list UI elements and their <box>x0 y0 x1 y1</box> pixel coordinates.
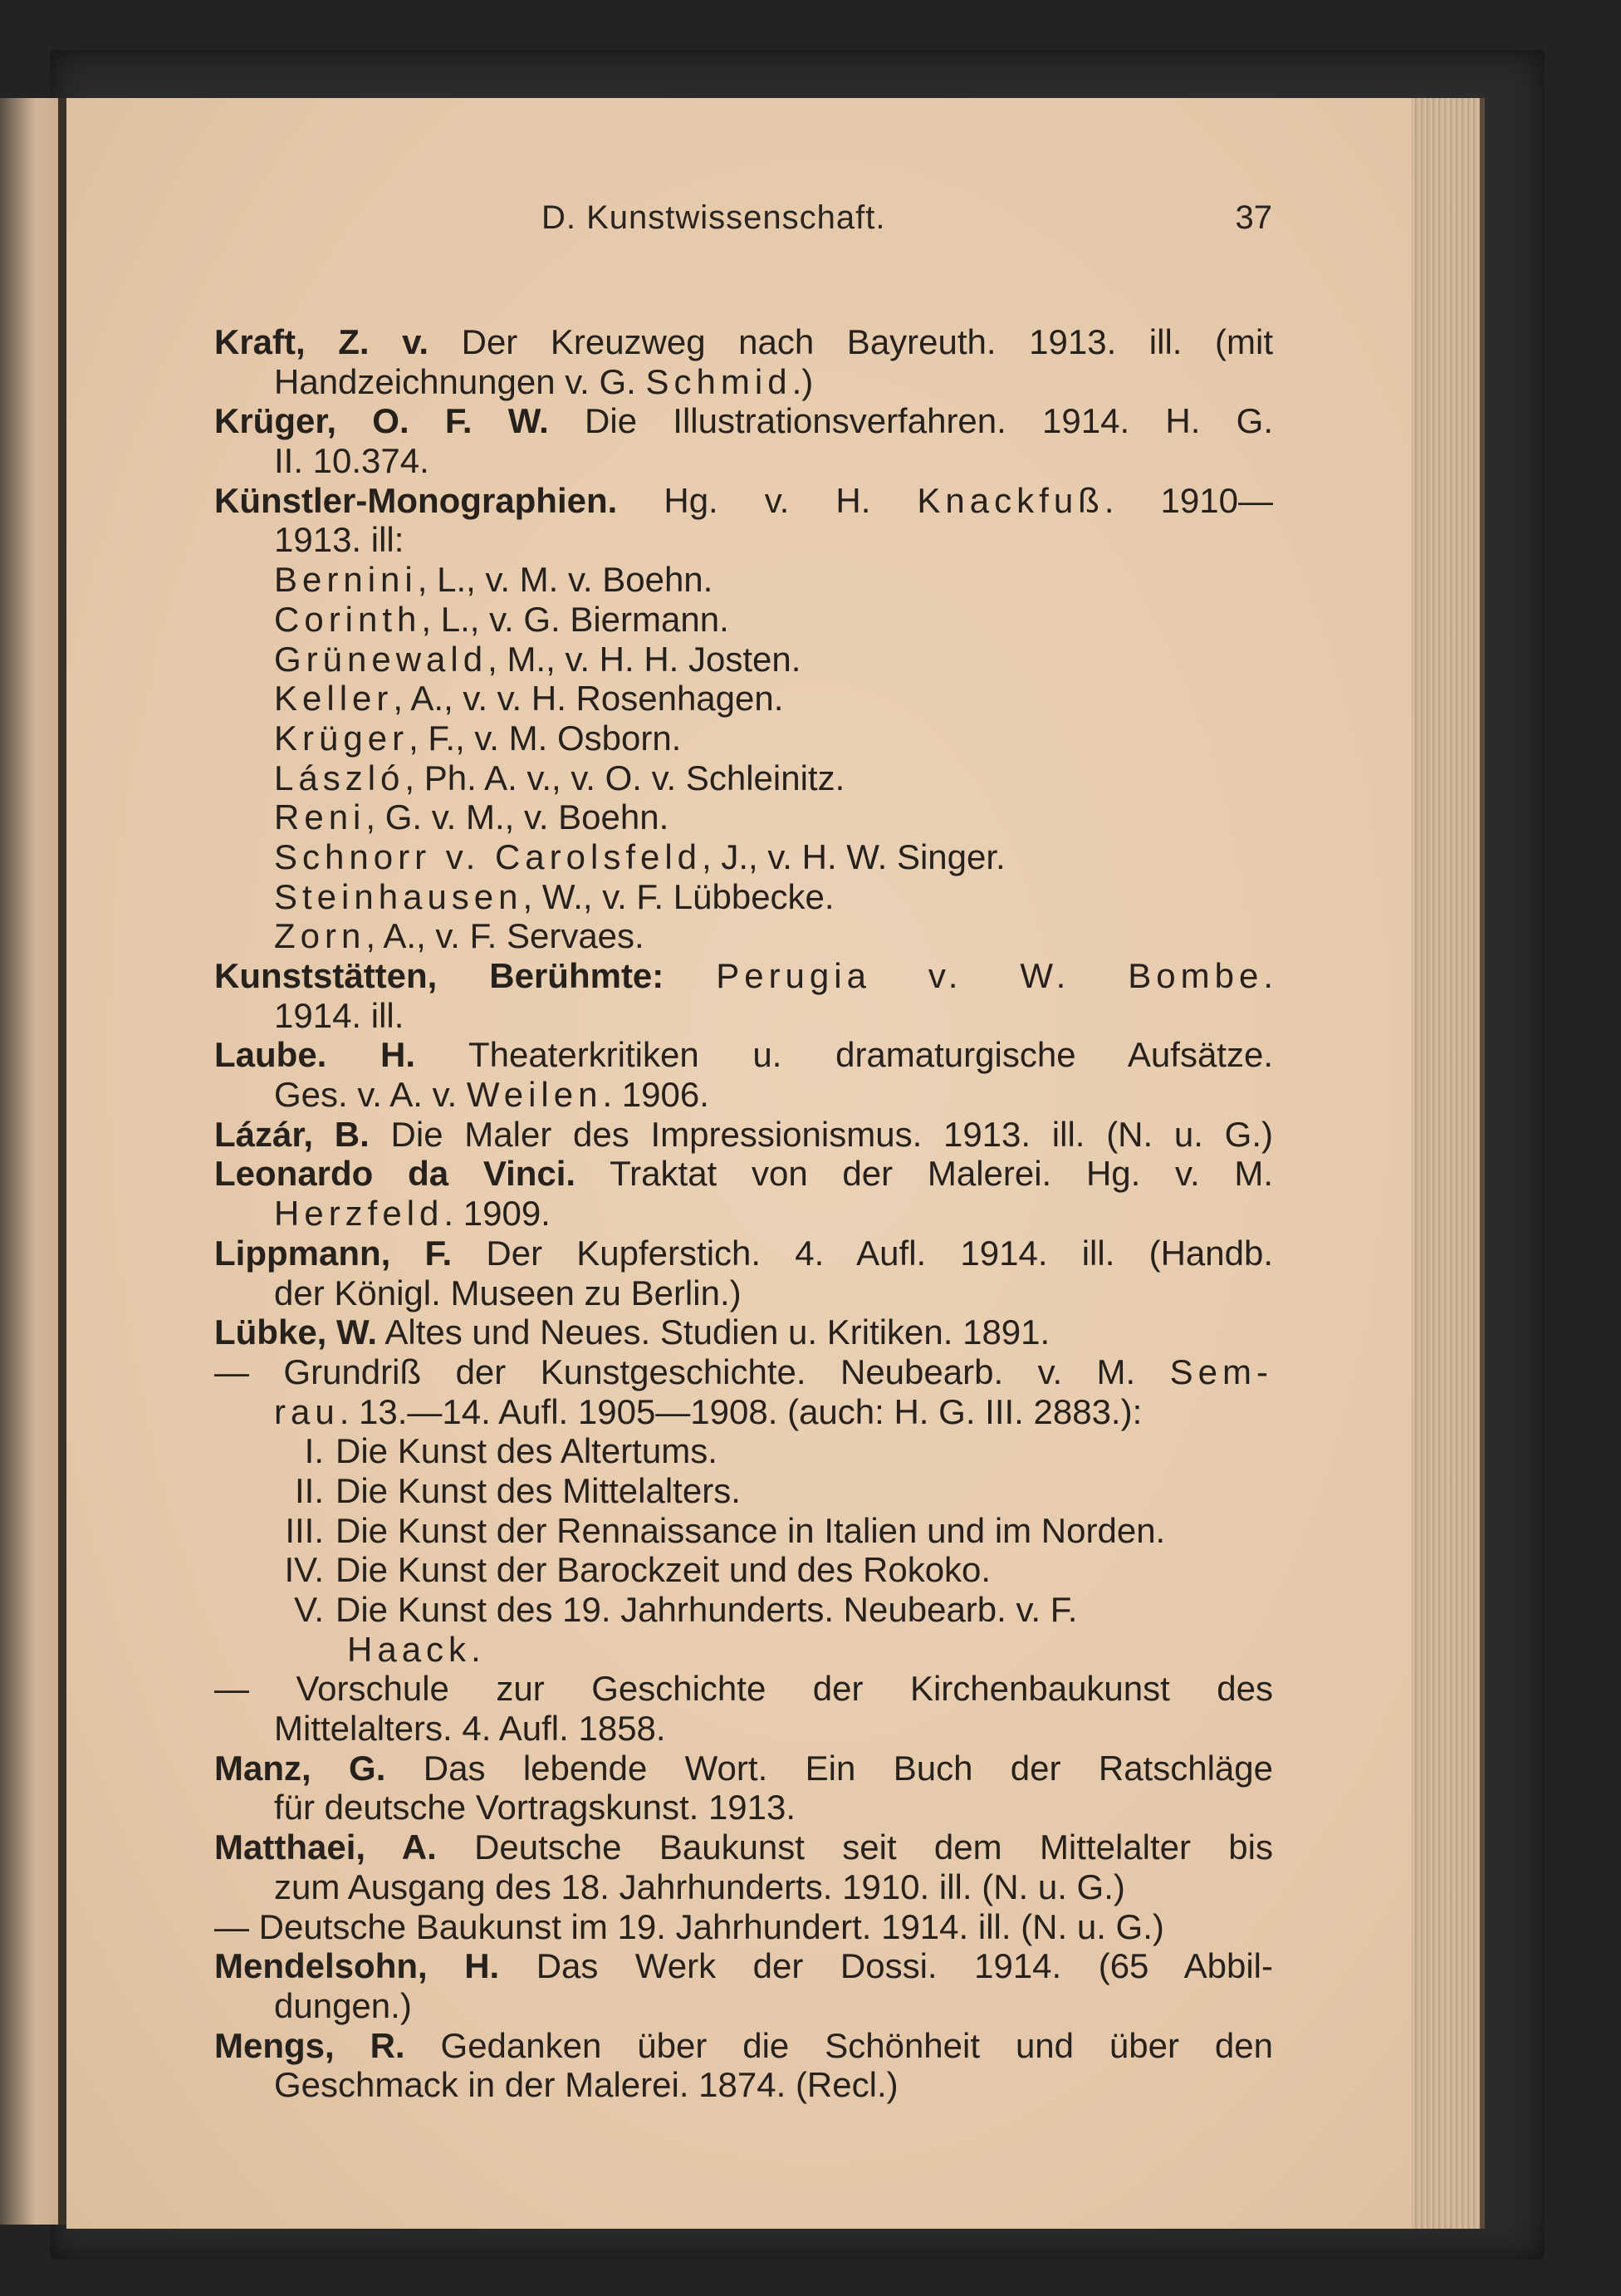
entry-line: Mittelalters. 4. Aufl. 1858. <box>274 1709 666 1749</box>
running-header <box>216 199 1272 241</box>
entry-line: Zorn, A., v. F. Servaes. <box>274 916 644 956</box>
entry-line: Keller, A., v. v. H. Rosenhagen. <box>274 679 784 719</box>
entry-line: V. Die Kunst des 19. Jahrhunderts. Neubearb. v. F. <box>294 1590 1078 1629</box>
entry-line: Bernini, L., v. M. v. Boehn. <box>274 560 713 600</box>
entry-line: Ges. v. A. v. Weilen. 1906. <box>274 1075 709 1115</box>
entry-line: Haack. <box>347 1629 481 1669</box>
entry-line: Künstler-Monographien. Hg. v. H. Knackfuß. 1910— <box>214 480 1273 520</box>
page-number: 37 <box>1235 199 1272 236</box>
entry-line: Lázár, B. Die Maler des Impressionismus. 1913. ill. (N. u. G.) <box>214 1114 1273 1154</box>
entry-line: dungen.) <box>274 1985 412 2025</box>
entry-line: Kraft, Z. v. Der Kreuzweg nach Bayreuth. 1913. ill. (mit <box>214 322 1274 361</box>
entry-line: Steinhausen, W., v. F. Lübbecke. <box>274 876 835 916</box>
entry-line: Herzfeld. 1909. <box>274 1194 551 1234</box>
entry-line: — Deutsche Baukunst im 19. Jahrhundert. 1914. ill. (N. u. G.) <box>214 1906 1164 1946</box>
entry-line: Reni, G. v. M., v. Boehn. <box>274 797 669 837</box>
entry-line: Mengs, R. Gedanken über die Schönheit und über den <box>214 2025 1273 2065</box>
entry-line: I. Die Kunst des Altertums. <box>304 1431 717 1471</box>
entry-line: der Königl. Museen zu Berlin.) <box>274 1273 742 1312</box>
entry-line: zum Ausgang des 18. Jahrhunderts. 1910. ill. (N. u. G.) <box>274 1867 1125 1906</box>
entry-line: Geschmack in der Malerei. 1874. (Recl.) <box>274 2065 899 2105</box>
entry-line: Krüger, O. F. W. Die Illustrationsverfahren. 1914. H. G. <box>214 401 1273 441</box>
entry-line: Manz, G. Das lebende Wort. Ein Buch der Ratschläge <box>214 1748 1273 1788</box>
entry-line: Krüger, F., v. M. Osborn. <box>274 718 682 758</box>
entry-line: Kunststätten, Berühmte: Perugia v. W. Bombe. <box>214 956 1273 995</box>
entry-line: 1914. ill. <box>274 995 404 1035</box>
entry-line: — Grundriß der Kunstgeschichte. Neubearb. v. M. Sem- <box>214 1352 1273 1391</box>
entry-line: — Vorschule zur Geschichte der Kirchenbaukunst des <box>214 1669 1273 1709</box>
entry-line: II. 10.374. <box>274 441 429 481</box>
entry-line: Lübke, W. Altes und Neues. Studien u. Kritiken. 1891. <box>214 1312 1050 1352</box>
entry-line: Grünewald, M., v. H. H. Josten. <box>274 639 801 679</box>
page-stack-edge <box>1412 98 1485 2229</box>
section-title: D. Kunstwissenschaft. <box>541 199 886 236</box>
entry-line: Laube. H. Theaterkritiken u. dramaturgische Aufsätze. <box>214 1035 1273 1075</box>
entry-line: IV. Die Kunst der Barockzeit und des Rokoko. <box>284 1550 992 1590</box>
entry-line: László, Ph. A. v., v. O. v. Schleinitz. <box>274 758 845 797</box>
entry-line: für deutsche Vortragskunst. 1913. <box>274 1788 796 1827</box>
entry-line: Schnorr v. Carolsfeld, J., v. H. W. Singer. <box>274 836 1006 876</box>
entry-line: rau. 13.—14. Aufl. 1905—1908. (auch: H. G. III. 2883.): <box>274 1391 1143 1431</box>
entry-line: 1913. ill: <box>274 520 404 560</box>
entry-line: III. Die Kunst der Rennaissance in Italien und im Norden. <box>285 1510 1166 1550</box>
entry-line: II. Die Kunst des Mittelalters. <box>294 1470 741 1510</box>
entry-line: Handzeichnungen v. G. Schmid.) <box>274 361 814 401</box>
bibliography-list <box>214 322 1273 2105</box>
entry-line: Corinth, L., v. G. Biermann. <box>274 599 729 639</box>
facing-page-edge <box>0 98 65 2225</box>
entry-line: Leonardo da Vinci. Traktat von der Malerei. Hg. v. M. <box>214 1154 1273 1194</box>
entry-line: Matthaei, A. Deutsche Baukunst seit dem Mittelalter bis <box>214 1827 1273 1867</box>
entry-line: Mendelsohn, H. Das Werk der Dossi. 1914. (65 Abbil- <box>214 1946 1273 1986</box>
entry-line: Lippmann, F. Der Kupferstich. 4. Aufl. 1914. ill. (Handb. <box>214 1233 1274 1273</box>
